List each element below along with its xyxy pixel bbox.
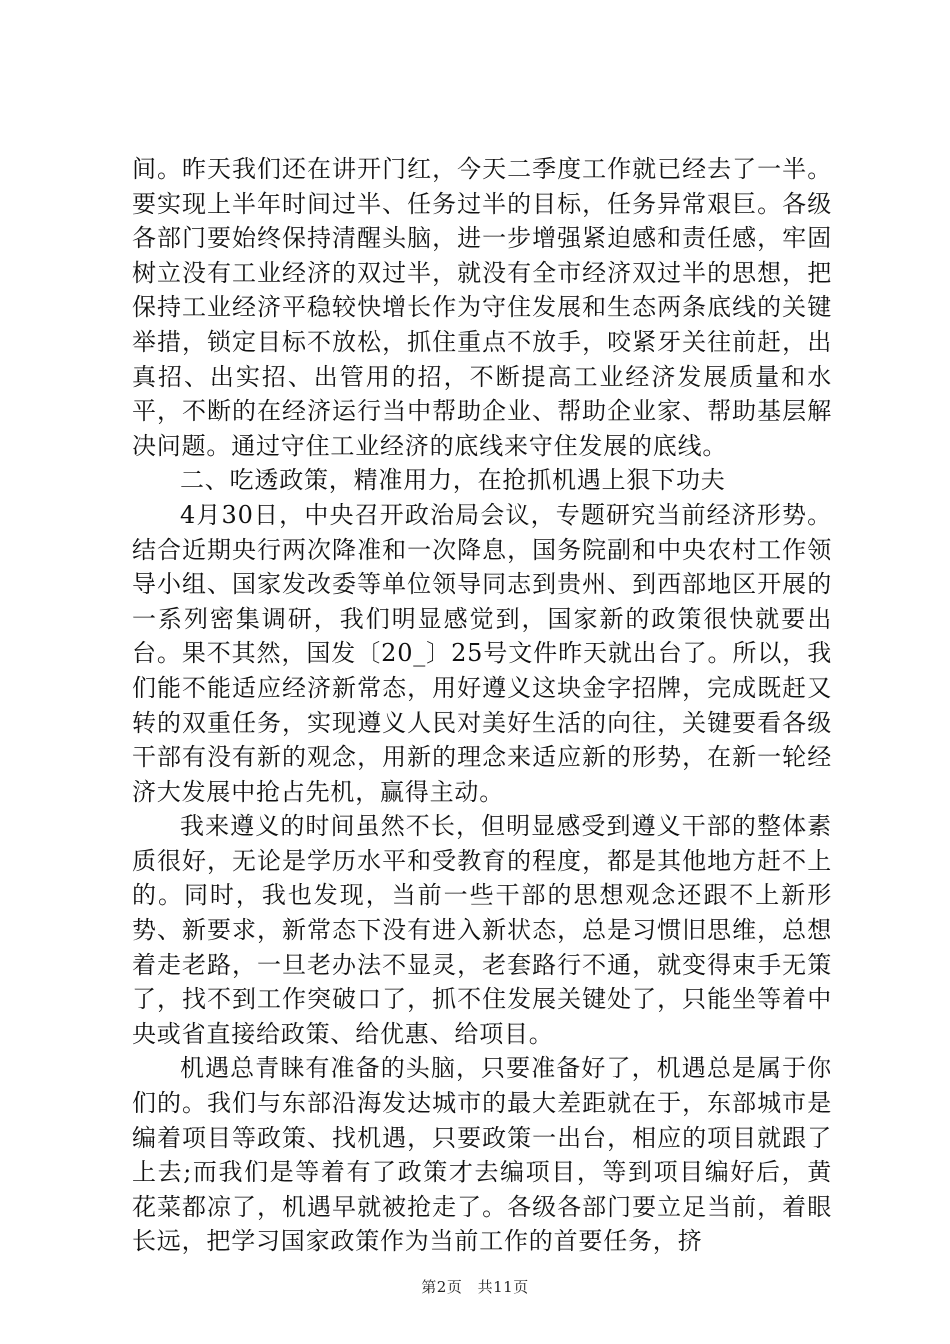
document-body — [132, 152, 832, 1259]
page-number: 第2页 — [421, 1278, 463, 1296]
paragraph: 4月30日，中央召开政治局会议，专题研究当前经济形势。结合近期央行两次降准和一次降息，国务院副和中央农村工作领导小组、国家发改委等单位领导同志到贵州、到西部地区开展的一系列密集调研，我们明显感觉到，国家新的政策很快就要出台。果不其然，国发〔20_〕25号文件昨天就出台了。所以，我们能不能适应经济新常态，用好遵义这块金字招牌，完成既赶又转的双重任务，实现遵义人民对美好生活的向往，关键要看各级干部有没有新的观念，用新的理念来适应新的形势，在新一轮经济大发展中抢占先机，赢得主动。 — [132, 500, 832, 806]
paragraph-continuation: 间。昨天我们还在讲开门红，今天二季度工作就已经去了一半。要实现上半年时间过半、任务过半的目标，任务异常艰巨。各级各部门要始终保持清醒头脑，进一步增强紧迫感和责任感，牢固树立没有工业经济的双过半，就没有全市经济双过半的思想，把保持工业经济平稳较快增长作为守住发展和生态两条底线的关键举措，锁定目标不放松，抓住重点不放手，咬紧牙关往前赶，出真招、出实招、出管用的招，不断提高工业经济发展质量和水平，不断的在经济运行当中帮助企业、帮助企业家、帮助基层解决问题。通过守住工业经济的底线来守住发展的底线。 — [132, 155, 832, 460]
section-heading: 二、吃透政策，精准用力，在抢抓机遇上狠下功夫 — [180, 466, 726, 495]
paragraph: 机遇总青睐有准备的头脑，只要准备好了，机遇总是属于你们的。我们与东部沿海发达城市的最大差距就在于，东部城市是编着项目等政策、找机遇，只要政策一出台，相应的项目就跟了上去;而我们是等着有了政策才去编项目，等到项目编好后，黄花菜都凉了，机遇早就被抢走了。各级各部门要立足当前，着眼长远，把学习国家政策作为当前工作的首要任务，挤 — [132, 1054, 832, 1256]
page-footer — [0, 1276, 950, 1297]
paragraph: 我来遵义的时间虽然不长，但明显感受到遵义干部的整体素质很好，无论是学历水平和受教育的程度，都是其他地方赶不上的。同时，我也发现，当前一些干部的思想观念还跟不上新形势、新要求，新常态下没有进入新状态，总是习惯旧思维，总想着走老路，一旦老办法不显灵，老套路行不通，就变得束手无策了，找不到工作突破口了，抓不住发展关键处了，只能坐等着中央或省直接给政策、给优惠、给项目。 — [132, 812, 832, 1048]
page-total: 共11页 — [477, 1278, 529, 1296]
